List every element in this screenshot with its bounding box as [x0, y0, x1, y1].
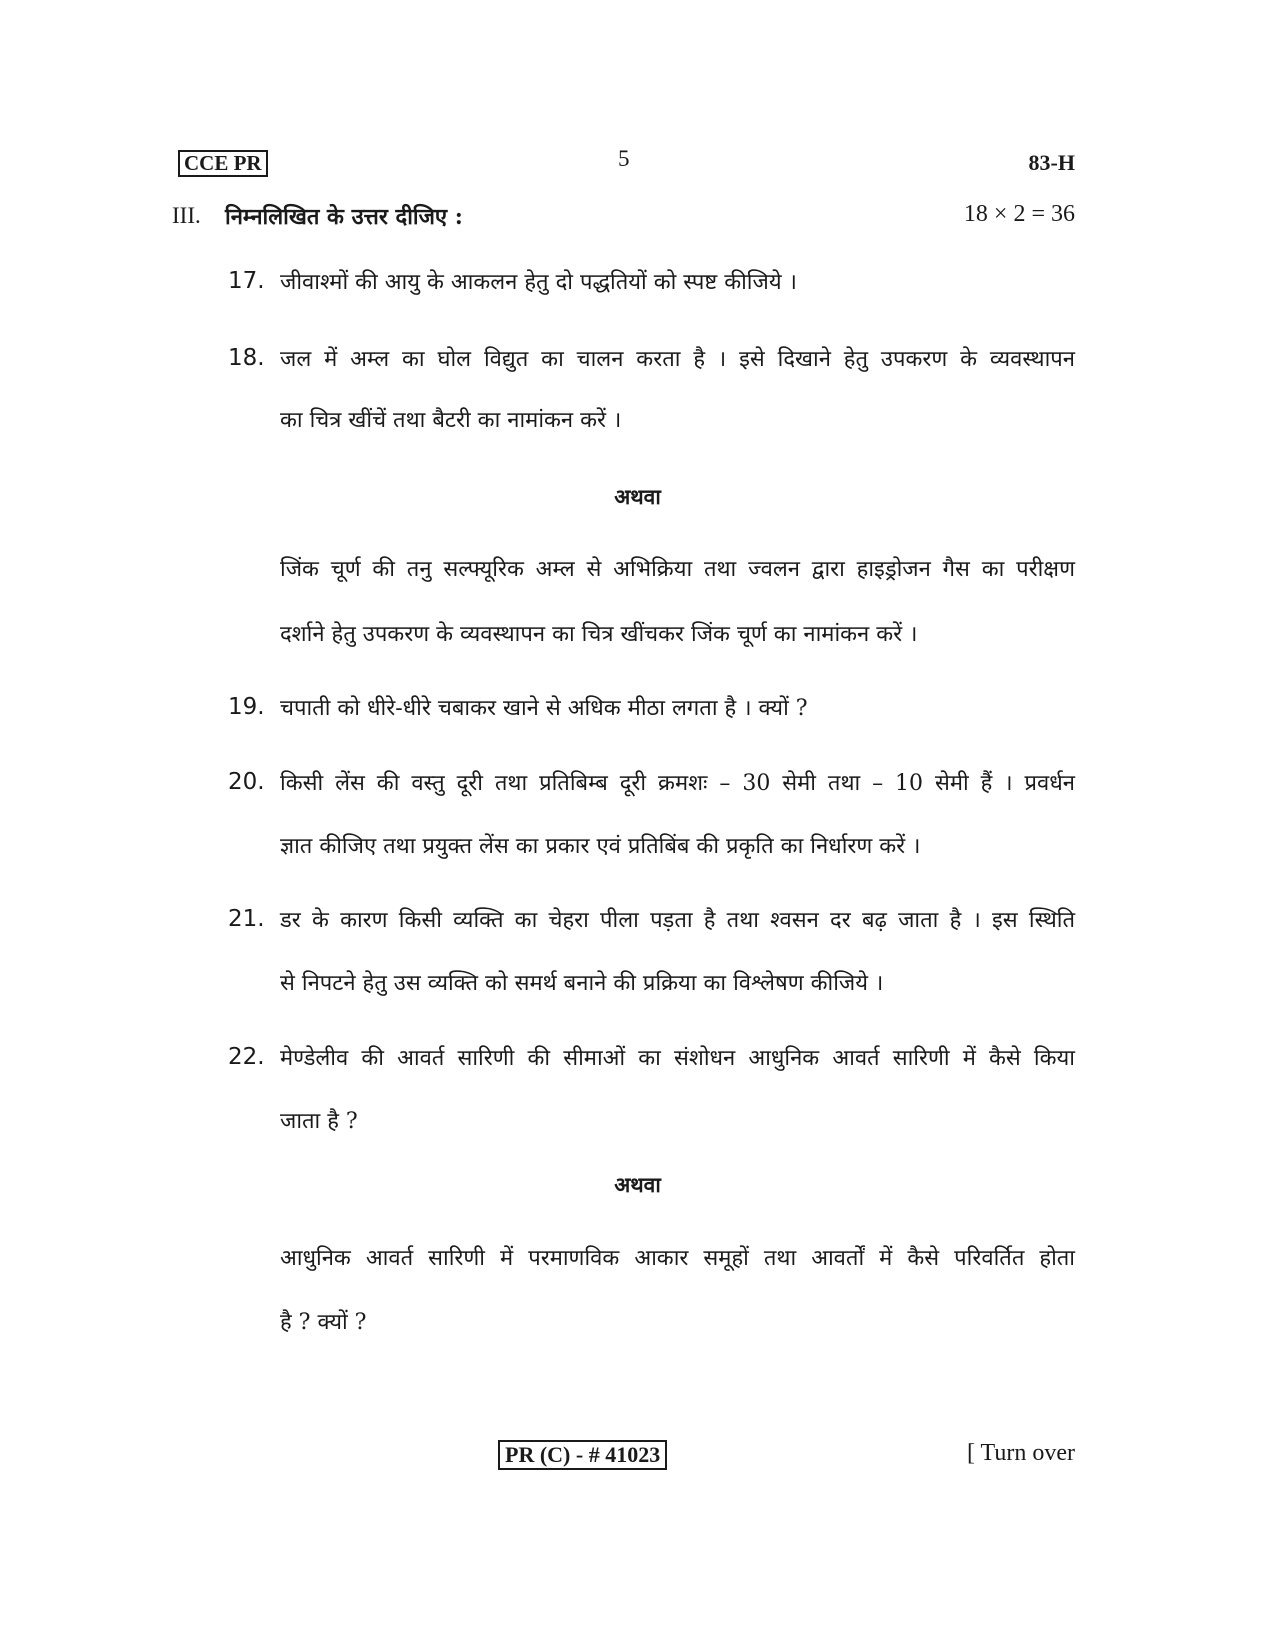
question-22-alt-line-2: है ? क्यों ?	[280, 1310, 367, 1335]
section-title: निम्नलिखित के उत्तर दीजिए :	[225, 204, 463, 230]
header-code-box: CCE PR	[178, 150, 268, 177]
section-marks: 18 × 2 = 36	[963, 201, 1075, 227]
page-number: 5	[618, 146, 630, 171]
question-20-line-1: किसी लेंस की वस्तु दूरी तथा प्रतिबिम्ब दूरी क्रमशः – 30 सेमी तथा – 10 सेमी हैं । प्रवर्धन	[280, 771, 1075, 796]
question-number-22: 22.	[228, 1044, 265, 1070]
question-22-line-1: मेण्डेलीव की आवर्त सारिणी की सीमाओं का संशोधन आधुनिक आवर्त सारिणी में कैसे किया	[280, 1046, 1075, 1071]
question-number-17: 17.	[228, 268, 265, 294]
question-22-alt-line-1: आधुनिक आवर्त सारिणी में परमाणविक आकार समूहों तथा आवर्तों में कैसे परिवर्तित होता	[280, 1246, 1075, 1271]
question-number-20: 20.	[228, 769, 265, 795]
turn-over-note: [ Turn over	[966, 1440, 1075, 1466]
question-22-line-2: जाता है ?	[280, 1109, 358, 1134]
question-17-line-1: जीवाश्मों की आयु के आकलन हेतु दो पद्धतियों को स्पष्ट कीजिये ।	[280, 270, 797, 295]
question-number-19: 19.	[228, 694, 265, 720]
question-18-alt-line-1: जिंक चूर्ण की तनु सल्फ्यूरिक अम्ल से अभिक्रिया तथा ज्वलन द्वारा हाइड्रोजन गैस का परीक्षण	[280, 557, 1075, 582]
question-number-18: 18.	[228, 345, 265, 371]
or-label-2: अथवा	[614, 1172, 661, 1197]
question-21-line-1: डर के कारण किसी व्यक्ति का चेहरा पीला पड़ता है तथा श्वसन दर बढ़ जाता है । इस स्थिति	[280, 908, 1075, 933]
question-18-line-2: का चित्र खींचें तथा बैटरी का नामांकन करें ।	[280, 408, 622, 433]
or-label-1: अथवा	[614, 484, 661, 509]
question-20-line-2: ज्ञात कीजिए तथा प्रयुक्त लेंस का प्रकार एवं प्रतिबिंब की प्रकृति का निर्धारण करें ।	[280, 834, 921, 859]
question-21-line-2: से निपटने हेतु उस व्यक्ति को समर्थ बनाने की प्रक्रिया का विश्लेषण कीजिये ।	[280, 971, 884, 996]
section-numeral: III.	[172, 203, 201, 228]
question-18-alt-line-2: दर्शाने हेतु उपकरण के व्यवस्थापन का चित्र खींचकर जिंक चूर्ण का नामांकन करें ।	[280, 622, 918, 647]
question-19-line-1: चपाती को धीरे-धीरे चबाकर खाने से अधिक मीठा लगता है । क्यों ?	[280, 696, 808, 721]
question-18-line-1: जल में अम्ल का घोल विद्युत का चालन करता है । इसे दिखाने हेतु उपकरण के व्यवस्थापन	[280, 347, 1075, 372]
question-number-21: 21.	[228, 906, 265, 932]
footer-code-box: PR (C) - # 41023	[498, 1440, 667, 1470]
paper-code: 83-H	[1028, 150, 1075, 175]
